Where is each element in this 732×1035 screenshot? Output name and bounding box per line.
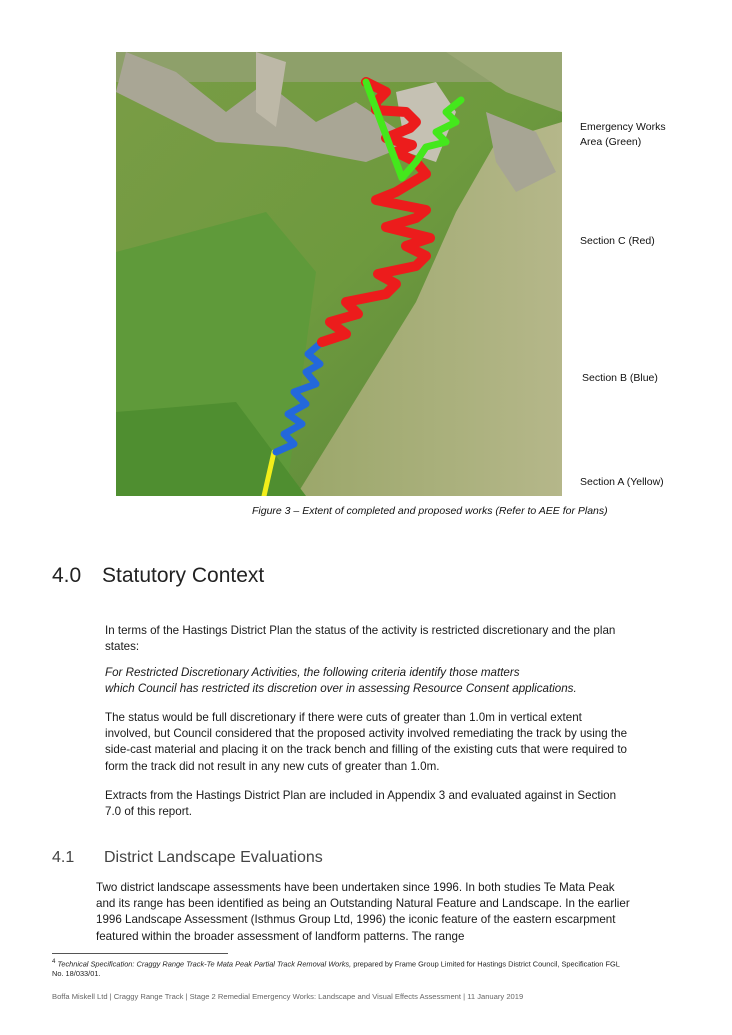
track-section-c-red	[322, 82, 430, 342]
label-section-c: Section C (Red)	[580, 235, 655, 247]
footnote-marker: 4	[52, 958, 56, 965]
paragraph-status: In terms of the Hastings District Plan the status of the activity is restricted discretionary and the plan states:	[105, 624, 616, 654]
footnote-title: Technical Specification: Craggy Range Track-Te Mata Peak Partial Track Removal Works,	[57, 959, 352, 969]
page-footer: Boffa Miskell Ltd | Craggy Range Track | Stage 2 Remedial Emergency Works: Landscape and Visual Effects Assessment | 11 January 2019	[52, 992, 524, 1001]
subsection-title: District Landscape Evaluations	[104, 849, 323, 866]
hillside-photo	[116, 52, 562, 496]
plan-quote-line-1: For Restricted Discretionary Activities, the following criteria identify those matters	[105, 666, 520, 679]
section-heading-4-1	[52, 849, 323, 867]
paragraph-full-discretionary: The status would be full discretionary if there were cuts of greater than 1.0m in vertical extent involved, but Council considered that the proposed activity involved remediating the track by using the side-cast material and placing it on the track bench and filling of the existing cuts that were required to form the track did not result in any new cuts of greater than 1.0m.	[105, 711, 628, 773]
plan-quote	[105, 665, 645, 697]
label-section-b: Section B (Blue)	[582, 372, 658, 384]
label-section-a: Section A (Yellow)	[580, 476, 664, 488]
paragraph-landscape-assessments: Two district landscape assessments have been undertaken since 1996. In both studies Te Mata Peak and its range has been identified as being an Outstanding Natural Feature and Landscape. In the earlier 1996 Landscape Assessment (Isthmus Group Ltd, 1996) the iconic feature of the eastern escarpment featured within the broader assessment of landform patterns. The range	[96, 881, 630, 943]
section-title: Statutory Context	[102, 564, 265, 587]
footnote-divider	[52, 953, 228, 954]
section-heading-4-0	[52, 564, 264, 588]
footnote-text: prepared by Frame Group Limited for Hastings District Council, Specification FGL No. 18/033/01.	[52, 959, 620, 979]
track-section-b-blue	[276, 342, 322, 452]
paragraph-extracts: Extracts from the Hastings District Plan are included in Appendix 3 and evaluated against in Section 7.0 of this report.	[105, 789, 617, 819]
plan-quote-line-2: which Council has restricted its discretion over in assessing Resource Consent applications.	[105, 682, 577, 696]
figure-caption: Figure 3 – Extent of completed and proposed works (Refer to AEE for Plans)	[252, 505, 608, 517]
subsection-number: 4.1	[52, 849, 75, 866]
track-section-a-yellow	[264, 452, 274, 496]
label-emergency-works: Emergency Works Area (Green)	[580, 121, 666, 148]
section-number: 4.0	[52, 564, 82, 587]
footnote	[52, 957, 632, 979]
